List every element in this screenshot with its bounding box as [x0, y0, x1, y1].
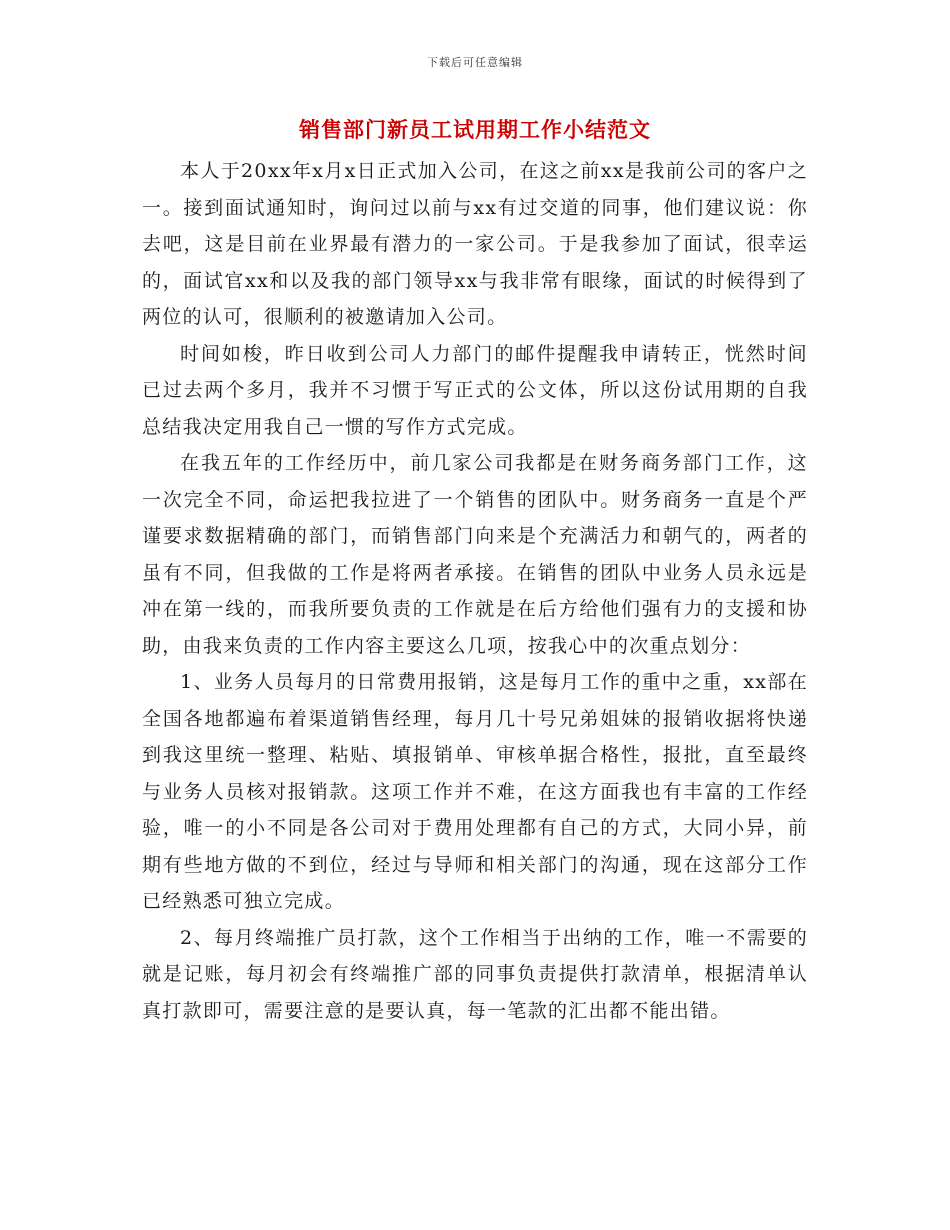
paragraph-2: 时间如梭，昨日收到公司人力部门的邮件提醒我申请转正，恍然时间已过去两个多月，我并不习惯于写正式的公文体，所以这份试用期的自我总结我决定用我自己一惯的写作方式完成。 [142, 342, 808, 438]
paragraph-4: 1、业务人员每月的日常费用报销，这是每月工作的重中之重，xx部在全国各地都遍布着渠道销售经理，每月几十号兄弟姐妹的报销收据将快递到我这里统一整理、粘贴、填报销单、审核单据合格性，报批，直至最终与业务人员核对报销款。这项工作并不难，在这方面我也有丰富的工作经验，唯一的小不同是各公司对于费用处理都有自己的方式，大同小异，前期有些地方做的不到位，经过与导师和相关部门的沟通，现在这部分工作已经熟悉可独立完成。 [142, 671, 808, 912]
paragraph-1: 本人于20xx年x月x日正式加入公司，在这之前xx是我前公司的客户之一。接到面试通知时，询问过以前与xx有过交道的同事，他们建议说：你去吧，这是目前在业界最有潜力的一家公司。于是我参加了面试，很幸运的，面试官xx和以及我的部门领导xx与我非常有眼缘，面试的时候得到了两位的认可，很顺利的被邀请加入公司。 [142, 160, 808, 328]
paragraph-3: 在我五年的工作经历中，前几家公司我都是在财务商务部门工作，这一次完全不同，命运把我拉进了一个销售的团队中。财务商务一直是个严谨要求数据精确的部门，而销售部门向来是个充满活力和朝气的，两者的虽有不同，但我做的工作是将两者承接。在销售的团队中业务人员永远是冲在第一线的，而我所要负责的工作就是在后方给他们强有力的支援和协助，由我来负责的工作内容主要这么几项，按我心中的次重点划分： [142, 452, 808, 657]
paragraph-5: 2、每月终端推广员打款，这个工作相当于出纳的工作，唯一不需要的就是记账，每月初会有终端推广部的同事负责提供打款清单，根据清单认真打款即可，需要注意的是要认真，每一笔款的汇出都不能出错。 [142, 926, 808, 1022]
document-body [142, 153, 808, 1029]
header-note: 下载后可任意编辑 [427, 56, 523, 69]
document-title: 销售部门新员工试用期工作小结范文 [299, 117, 651, 142]
